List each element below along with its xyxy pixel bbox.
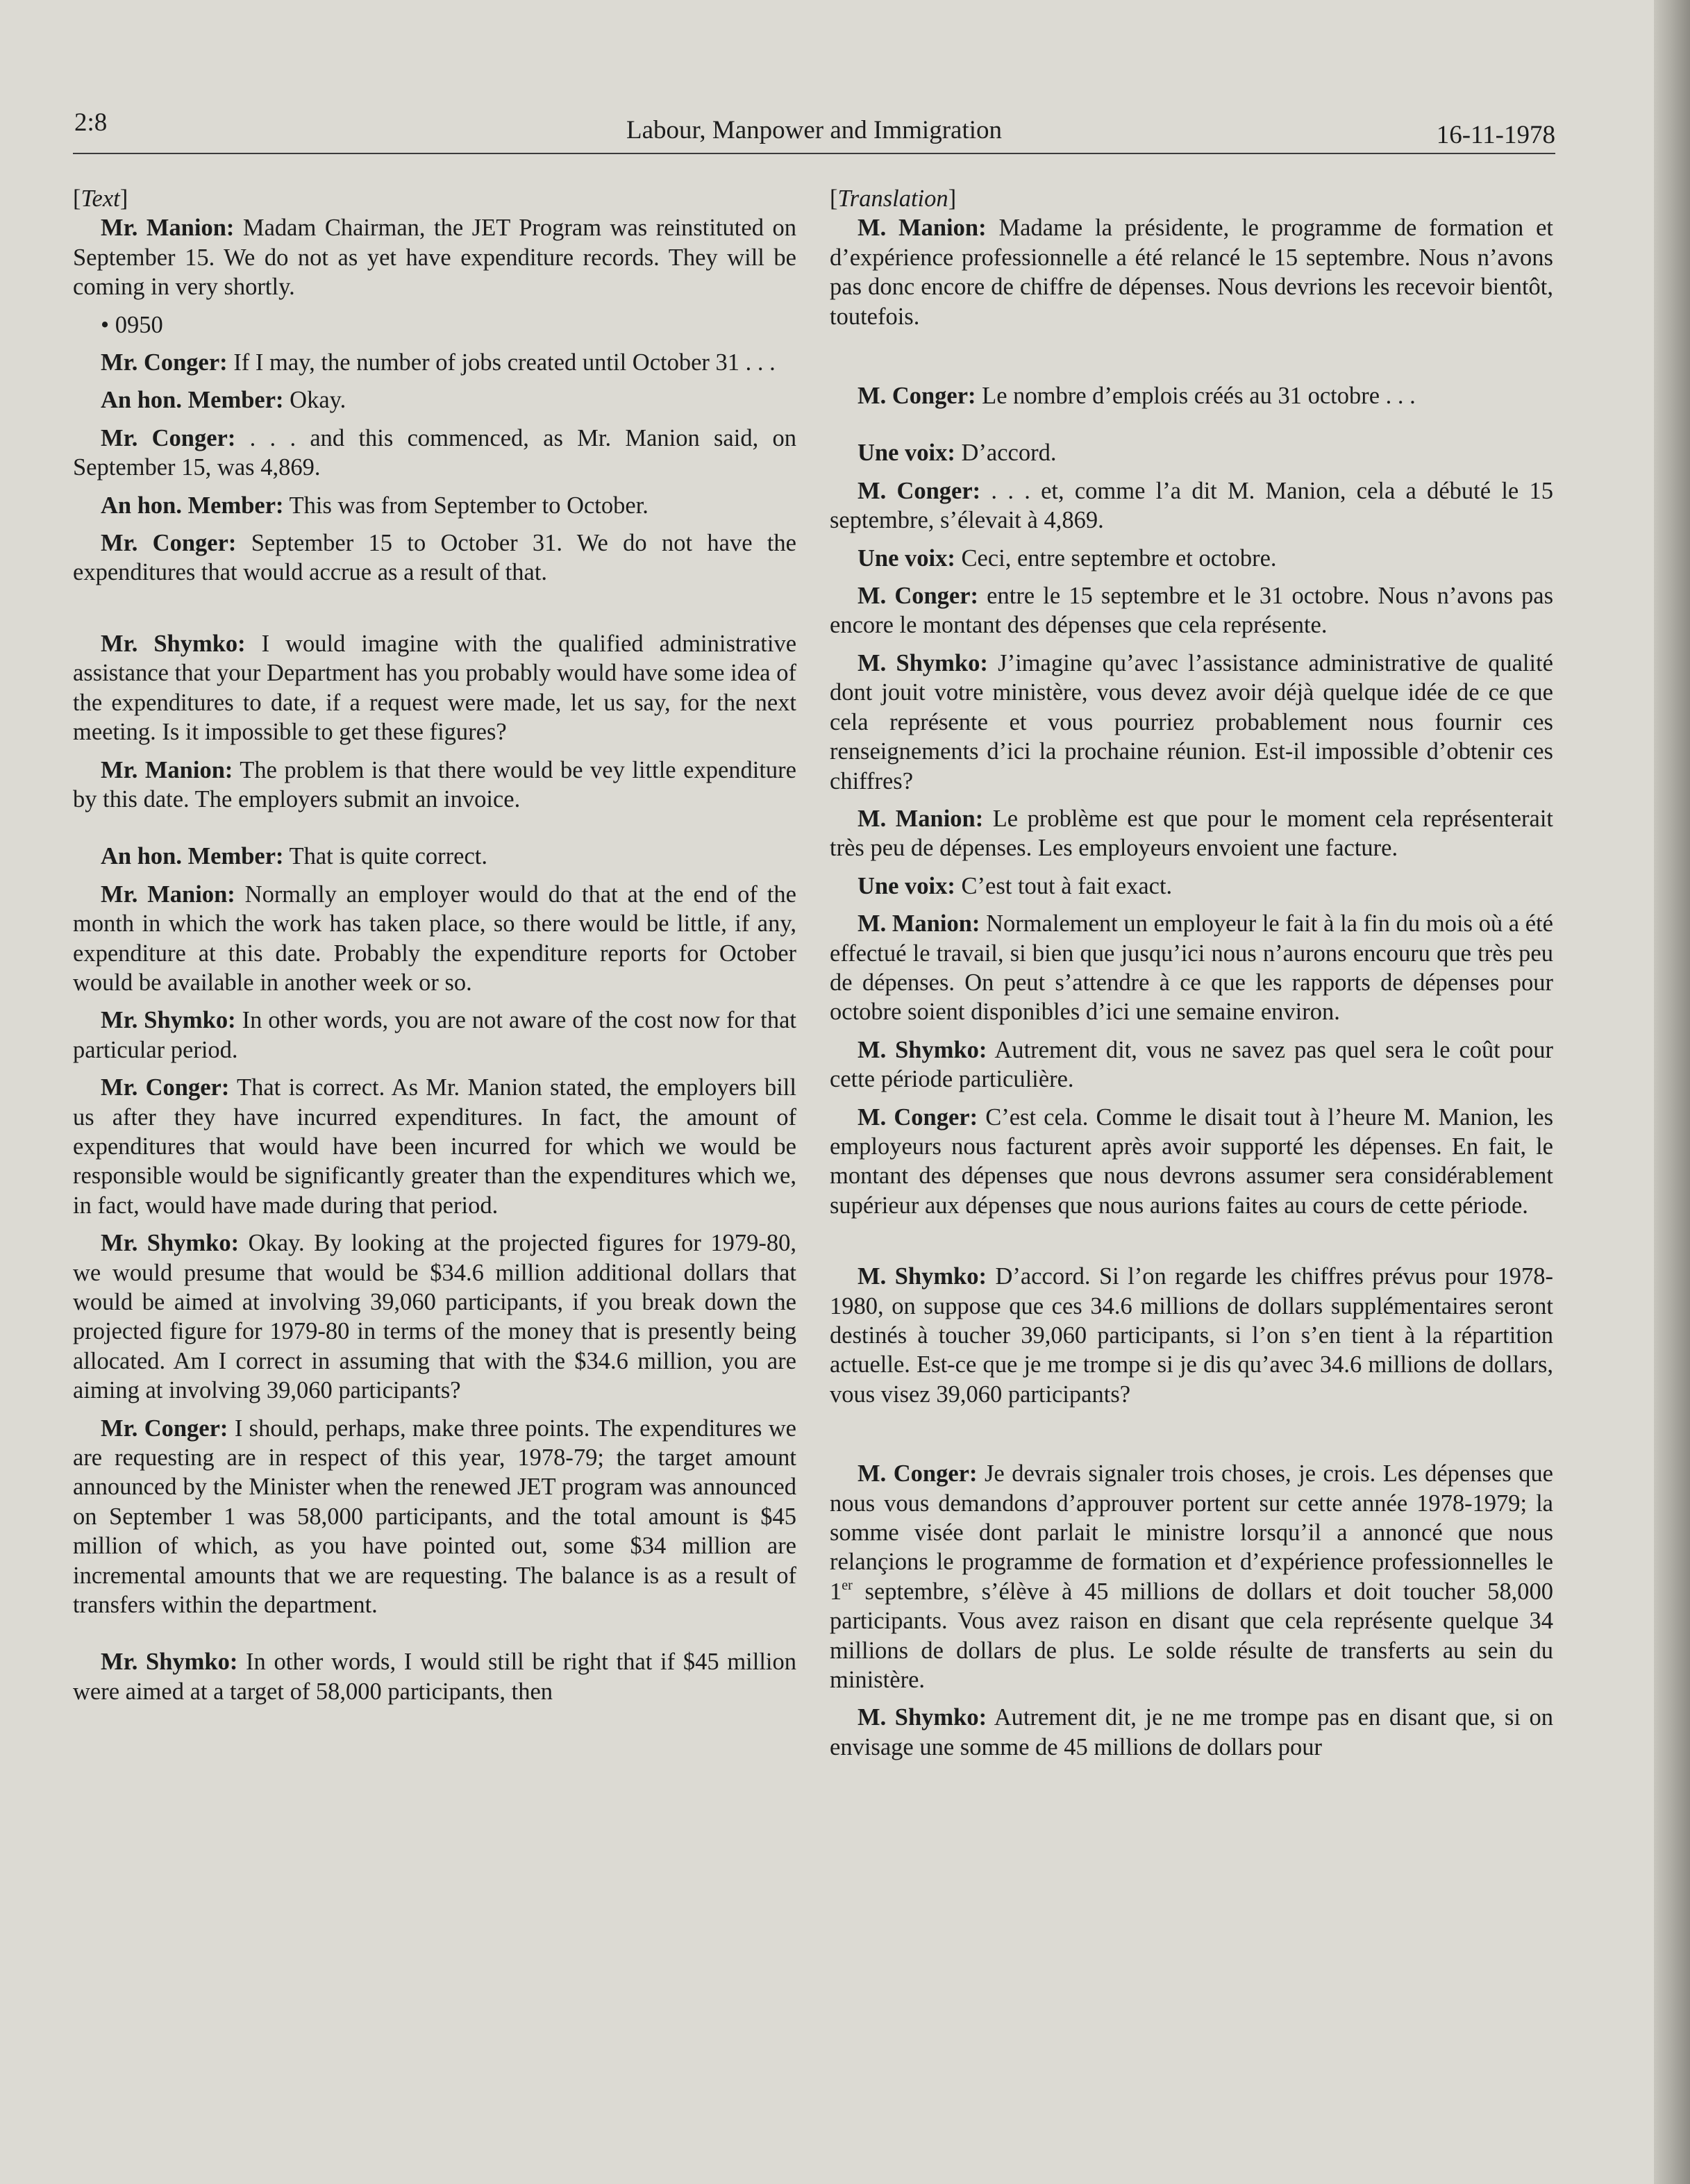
speech-text: Le problème est que pour le moment cela représenterait très peu de dépenses. Les employeurs envoient une facture. bbox=[830, 805, 1554, 862]
speaker-name: M. Conger: bbox=[857, 383, 976, 410]
speaker-name: M. Manion: bbox=[857, 215, 987, 242]
column-label: [Text] bbox=[73, 185, 128, 212]
speaker-name: M. Manion: bbox=[857, 805, 984, 832]
speech-text: The problem is that there would be vey little expenditure by this date. The employers submit an invoice. bbox=[73, 756, 796, 812]
speech-paragraph bbox=[73, 1006, 796, 1065]
speech-text: This was from September to October. bbox=[283, 492, 649, 519]
speech-paragraph bbox=[73, 528, 796, 587]
speaker-name: Une voix: bbox=[857, 872, 955, 899]
speech-paragraph bbox=[73, 756, 796, 815]
speaker-name: An hon. Member: bbox=[101, 387, 284, 414]
speaker-name: An hon. Member: bbox=[101, 843, 284, 870]
speech-text: In other words, I would still be right that if $45 million were aimed at a target of 58,000 participants, then bbox=[73, 1649, 796, 1705]
speech-text: Autrement dit, je ne me trompe pas en disant que, si on envisage une somme de 45 millions de dollars pour bbox=[830, 1704, 1553, 1760]
speech-text: That is correct. As Mr. Manion stated, the employers bill us after they have incurred expenditures. In fact, the amount of expenditures that would have been incurred for which we would be responsible would be significantly greater than the expenditures which we, in fact, would have made during that period. bbox=[73, 1074, 796, 1219]
speech-paragraph bbox=[73, 1414, 796, 1620]
speech-text: . . . and this commenced, as Mr. Manion said, on September 15, was 4,869. bbox=[73, 424, 796, 481]
speech-text: . . . et, comme l’a dit M. Manion, cela a débuté le 15 septembre, s’élevait à 4,869. bbox=[830, 477, 1553, 534]
speech-paragraph bbox=[73, 1647, 796, 1706]
speech-paragraph bbox=[73, 880, 796, 998]
speech-text: Ceci, entre septembre et octobre. bbox=[955, 544, 1277, 572]
speech-paragraph bbox=[73, 213, 796, 301]
speech-text: D’accord. bbox=[955, 440, 1057, 467]
speech-paragraph bbox=[73, 424, 796, 483]
speaker-name: M. Conger: bbox=[857, 1103, 978, 1131]
speaker-name: Une voix: bbox=[857, 440, 955, 467]
speech-text: In other words, you are not aware of the cost now for that particular period. bbox=[73, 1007, 796, 1063]
speech-paragraph bbox=[830, 381, 1553, 410]
english-column bbox=[73, 184, 796, 1706]
speech-text: entre le 15 septembre et le 31 octobre. Nous n’avons pas encore le montant des dépenses que cela représente. bbox=[830, 583, 1553, 639]
speech-text: septembre, s’élève à 45 millions de dollars et doit toucher 58,000 participants. Vous avez raison en disant que cela représente quelque 34 millions de dollars de plus. Le solde résulte de transferts au sein du ministère. bbox=[830, 1578, 1553, 1694]
speaker-name: Mr. Shymko: bbox=[101, 1230, 240, 1257]
running-header bbox=[73, 104, 1555, 154]
speech-paragraph bbox=[830, 1103, 1553, 1221]
speech-text: September 15 to October 31. We do not have the expenditures that would accrue as a result of that. bbox=[73, 530, 796, 586]
speaker-name: An hon. Member: bbox=[101, 492, 284, 519]
speaker-name: Mr. Conger: bbox=[101, 1074, 230, 1101]
speech-text: C’est tout à fait exact. bbox=[955, 872, 1173, 899]
speech-text: Normally an employer would do that at the end of the month in which the work has taken place, so there would be little, if any, expenditure at this date. Probably the expenditure reports for October would be available in another week or so. bbox=[73, 881, 796, 996]
speaker-name: Mr. Shymko: bbox=[101, 630, 246, 657]
speech-paragraph bbox=[830, 1703, 1553, 1762]
speech-paragraph bbox=[73, 348, 796, 377]
speech-paragraph bbox=[830, 1035, 1553, 1094]
speech-paragraph bbox=[830, 476, 1553, 535]
speech-text: D’accord. Si l’on regarde les chiffres prévus pour 1978-1980, on suppose que ces 34.6 millions de dollars supplémentaires seront destinés à toucher 39,060 participants, si l’on s’en tient à la répartition actuelle. Est-ce que je me trompe si je dis qu’avec 34.6 millions de dollars, vous visez 39,060 participants? bbox=[830, 1263, 1553, 1408]
speaker-name: M. Shymko: bbox=[857, 1704, 987, 1731]
speech-text: Je devrais signaler trois choses, je crois. Les dépenses que nous vous demandons d’approuver portent sur cette année 1978-1979; la somme visée dont parlait le ministre lorsqu’il a annoncé que nous relançions le programme de formation et d’expérience professionnelles le 1 bbox=[830, 1460, 1553, 1605]
speaker-name: Mr. Manion: bbox=[101, 881, 235, 908]
speech-paragraph bbox=[830, 1262, 1553, 1409]
speech-text: I should, perhaps, make three points. The expenditures we are requesting are in respect of this year, 1978-79; the target amount announced by the Minister when the renewed JET program was announced on September 1 was 58,000 participants, and the total amount is $45 million of which, as you have pointed out, some $34 million are incremental amounts that we are requesting. The balance is as a result of transfers within the department. bbox=[73, 1415, 796, 1619]
speech-paragraph bbox=[73, 629, 796, 747]
speech-paragraph bbox=[830, 213, 1553, 331]
speaker-name: Mr. Conger: bbox=[101, 530, 237, 557]
speaker-name: M. Shymko: bbox=[857, 649, 988, 676]
speaker-name: Mr. Shymko: bbox=[101, 1007, 236, 1034]
speech-text: That is quite correct. bbox=[283, 843, 488, 870]
speech-paragraph bbox=[830, 909, 1553, 1027]
speaker-name: M. Conger: bbox=[857, 477, 981, 504]
speech-paragraph bbox=[830, 544, 1553, 573]
speaker-name: Mr. Conger: bbox=[101, 349, 228, 376]
speech-paragraph bbox=[830, 804, 1553, 863]
speech-paragraph bbox=[73, 385, 796, 415]
speech-paragraph bbox=[73, 1073, 796, 1220]
page-number: 2:8 bbox=[74, 108, 108, 137]
page-edge-shadow bbox=[1654, 0, 1690, 2184]
superscript: er bbox=[842, 1577, 853, 1593]
header-title: Labour, Manpower and Immigration bbox=[626, 116, 1003, 144]
speaker-name: M. Manion: bbox=[857, 910, 980, 937]
speaker-name: M. Shymko: bbox=[857, 1263, 987, 1290]
speaker-name: Mr. Manion: bbox=[101, 756, 233, 783]
speaker-name: Une voix: bbox=[857, 544, 955, 572]
speaker-name: M. Conger: bbox=[857, 1460, 978, 1487]
speech-paragraph bbox=[830, 872, 1553, 901]
speech-text: Autrement dit, vous ne savez pas quel sera le coût pour cette période particulière. bbox=[830, 1036, 1553, 1093]
french-column bbox=[830, 184, 1553, 1762]
speech-paragraph bbox=[73, 491, 796, 520]
speech-paragraph bbox=[830, 438, 1553, 467]
speech-text: Normalement un employeur le fait à la fin du mois où a été effectué le travail, si bien que jusqu’ici nous n’aurons encouru que très peu de dépenses. On peut s’attendre à ce que les rapports de dépenses pour octobre soient disponibles d’ici une semaine environ. bbox=[830, 910, 1553, 1026]
speaker-name: Mr. Conger: bbox=[101, 424, 236, 451]
speech-text: C’est cela. Comme le disait tout à l’heure M. Manion, les employeurs nous facturent après avoir supporté les dépenses. En fait, le montant des dépenses que nous devrons assumer sera considérablement supérieur aux dépenses que nous aurions faites au cours de cette période. bbox=[830, 1103, 1554, 1219]
speech-paragraph bbox=[830, 581, 1553, 640]
speech-text: If I may, the number of jobs created until October 31 . . . bbox=[227, 349, 776, 376]
speaker-name: Mr. Manion: bbox=[101, 215, 235, 242]
speech-paragraph bbox=[73, 842, 796, 871]
speaker-name: M. Shymko: bbox=[857, 1036, 987, 1063]
speaker-name: Mr. Conger: bbox=[101, 1415, 228, 1442]
speaker-name: M. Conger: bbox=[857, 583, 979, 610]
speech-text: I would imagine with the qualified administrative assistance that your Department has you probably would have some idea of the expenditures to date, if a request were made, let us say, for the next meeting. Is it impossible to get these figures? bbox=[73, 630, 797, 746]
speech-text: Okay. bbox=[283, 387, 346, 414]
speech-text: Madam Chairman, the JET Program was reinstituted on September 15. We do not as yet have expenditure records. They will be coming in very shortly. bbox=[73, 215, 796, 301]
header-date: 16-11-1978 bbox=[1436, 121, 1555, 149]
speech-paragraph bbox=[73, 1228, 796, 1405]
speech-paragraph bbox=[830, 649, 1553, 796]
speaker-name: Mr. Shymko: bbox=[101, 1649, 238, 1676]
speech-text: Le nombre d’emplois créés au 31 octobre . . . bbox=[976, 383, 1416, 410]
speech-text: Madame la présidente, le programme de formation et d’expérience professionnelle a été relancé le 15 septembre. Nous n’avons pas donc encore de chiffre de dépenses. Nous devrions les recevoir bientôt, toutefois. bbox=[830, 215, 1553, 330]
time-marker: • 0950 bbox=[101, 311, 163, 338]
column-label: [Translation] bbox=[830, 185, 957, 212]
speech-text: Okay. By looking at the projected figures for 1979-80, we would presume that would be $34.6 million additional dollars that would be aimed at involving 39,060 participants, if you break down the projected figure for 1979-80 in terms of the money that is presently being allocated. Am I correct in assuming that with the $34.6 million, you are aiming at involving 39,060 participants? bbox=[73, 1230, 796, 1404]
speech-paragraph bbox=[830, 1459, 1553, 1694]
speech-text: J’imagine qu’avec l’assistance administrative de qualité dont jouit votre ministère, vous devez avoir déjà quelque idée de ce que cela représente et vous pourriez probablement nous fournir ces renseignements d’ici la prochaine réunion. Est-il impossible d’obtenir ces chiffres? bbox=[830, 649, 1553, 794]
